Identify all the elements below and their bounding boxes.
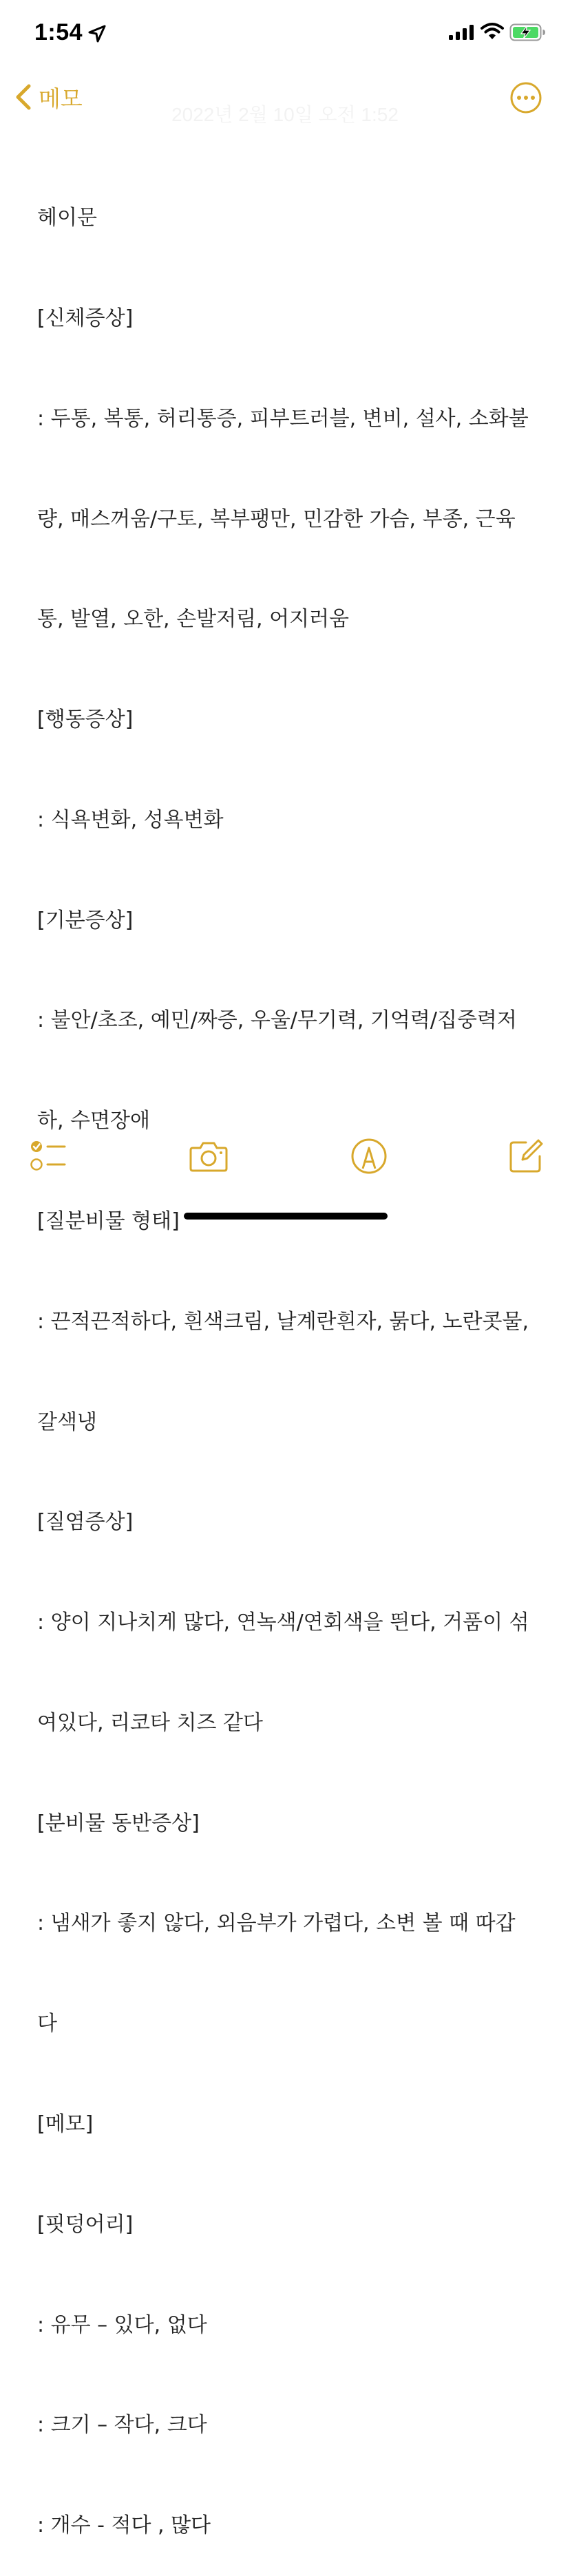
- note-date: 2022년 2월 10일 오전 1:52: [171, 104, 399, 125]
- bottom-toolbar: [0, 1136, 570, 1184]
- note-line: [핏덩어리]: [37, 2212, 134, 2237]
- note-line: : 양이 지나치게 많다, 연녹색/연회색을 띈다, 거품이 섞: [37, 1610, 529, 1635]
- more-options-button[interactable]: [509, 81, 542, 114]
- status-bar: [0, 0, 570, 69]
- note-line: : 유무 – 있다, 없다: [37, 2312, 207, 2337]
- note-line: 다: [37, 2012, 57, 2036]
- battery-charging-icon: [509, 23, 547, 41]
- note-line: [신체증상]: [37, 306, 134, 330]
- compose-button[interactable]: [505, 1136, 547, 1177]
- note-line: : 크기 – 작다, 크다: [37, 2413, 207, 2438]
- compose-icon: [505, 1136, 547, 1177]
- note-line: : 식욕변화, 성욕변화: [37, 807, 224, 832]
- note-body[interactable]: [37, 135, 540, 2576]
- note-title: 헤이문: [37, 206, 97, 231]
- note-line: 하, 수면장애: [37, 1109, 150, 1133]
- wifi-icon: [481, 22, 504, 40]
- checklist-icon: [28, 1136, 69, 1177]
- note-line: : 냄새가 좋지 않다, 외음부가 가렵다, 소변 볼 때 따갑: [37, 1911, 516, 1936]
- note-line: [행동증상]: [37, 707, 134, 732]
- note-line: [메모]: [37, 2112, 94, 2137]
- camera-button[interactable]: [189, 1136, 229, 1177]
- camera-icon: [189, 1136, 229, 1177]
- note-line: [분비물 동반증상]: [37, 1811, 200, 1835]
- note-line: [질염증상]: [37, 1510, 134, 1535]
- checklist-button[interactable]: [28, 1136, 69, 1177]
- note-line: [질분비물 형태]: [37, 1209, 180, 1233]
- cellular-signal-icon: [449, 25, 475, 40]
- note-line: : 끈적끈적하다, 흰색크림, 날계란흰자, 묽다, 노란콧물,: [37, 1309, 529, 1334]
- note-line: 량, 매스꺼움/구토, 복부팽만, 민감한 가슴, 부종, 근육: [37, 507, 516, 531]
- home-indicator[interactable]: [184, 1213, 388, 1220]
- markup-pen-icon: [348, 1136, 390, 1177]
- note-line: : 불안/초조, 예민/짜증, 우울/무기력, 기억력/집중력저: [37, 1008, 517, 1033]
- note-line: 통, 발열, 오한, 손발저림, 어지러움: [37, 607, 350, 632]
- status-time: 1:54: [34, 19, 83, 45]
- note-line: : 두통, 복통, 허리통증, 피부트러블, 변비, 설사, 소화불: [37, 406, 529, 431]
- back-button-label: 메모: [39, 85, 83, 112]
- location-arrow-icon: [87, 23, 107, 44]
- note-line: [기분증상]: [37, 908, 134, 933]
- markup-button[interactable]: [348, 1136, 390, 1177]
- note-line: 갈색냉: [37, 1409, 97, 1434]
- ellipsis-circle-icon: [509, 81, 542, 114]
- note-line: 여있다, 리코타 치즈 같다: [37, 1710, 263, 1735]
- note-line: : 개수 - 적다 , 많다: [37, 2513, 211, 2538]
